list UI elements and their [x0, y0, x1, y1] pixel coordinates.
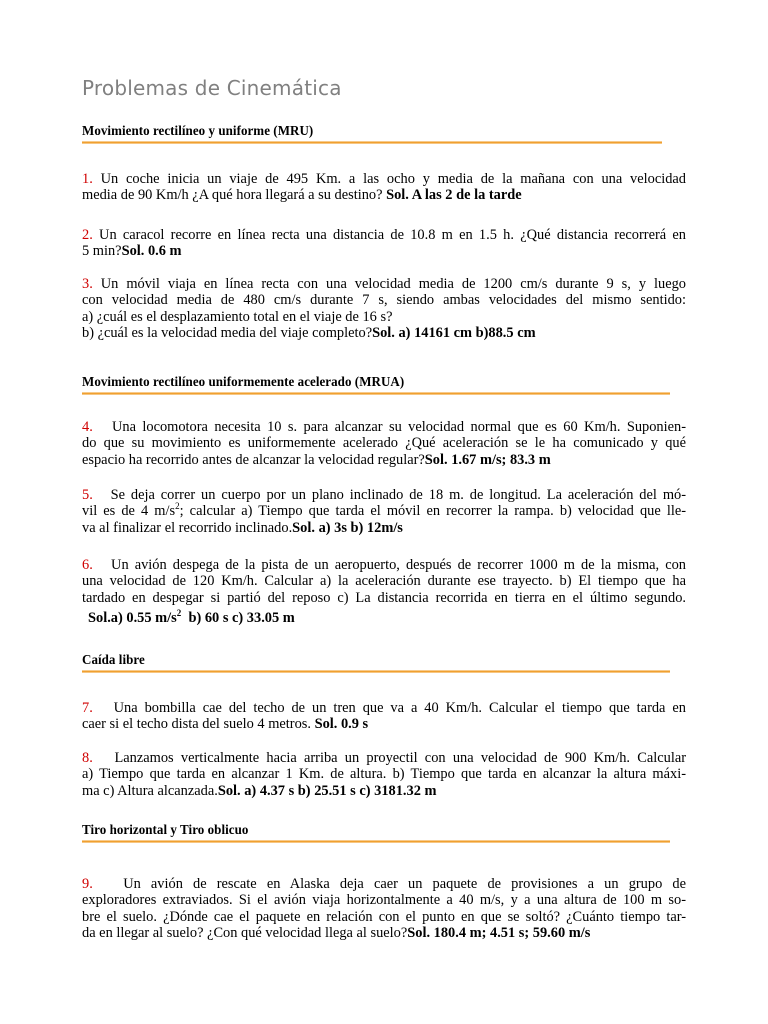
- problem-9-solution: Sol. 180.4 m; 4.51 s; 59.60 m/s: [407, 925, 591, 942]
- problem-3-text-line-4: b) ¿cuál es la velocidad media del viaje completo?: [82, 325, 373, 342]
- problem-3-text-line-2: con velocidad media de 480 cm/s durante 7 s, siendo ambas velocidades del mismo sentido:: [82, 292, 686, 309]
- problem-7-number: 7.: [82, 700, 93, 716]
- problem-1-text-line-2: media de 90 Km/h ¿A qué hora llegará a su destino?: [82, 187, 387, 204]
- problem-8-text-line-2: a) Tiempo que tarda en alcanzar 1 Km. de altura. b) Tiempo que tarda en alcanzar la altura máxi-: [82, 766, 686, 783]
- problem-6-number: 6.: [82, 557, 93, 573]
- problem-1-number: 1.: [82, 171, 93, 187]
- problem-8-solution: Sol. a) 4.37 s b) 25.51 s c) 3181.32 m: [217, 782, 437, 799]
- section-heading-caida-libre: [82, 651, 670, 671]
- problem-4: [82, 419, 686, 468]
- problem-5-text-line-2a: vil es de 4 m/s: [82, 503, 176, 520]
- problem-6-text-line-1: Un avión despega de la pista de un aeropuerto, después de recorrer 1000 m de la misma, con: [92, 557, 686, 573]
- problem-8-text-line-1: Lanzamos verticalmente hacia arriba un proyectil con una velocidad de 900 Km/h. Calcular: [92, 750, 686, 766]
- page-title: Problemas de Cinemática: [82, 76, 342, 100]
- section-heading-mru-text: Movimiento rectilíneo y uniforme (MRU): [82, 122, 662, 144]
- problem-6-solution-b: b) 60 s c) 33.05 m: [181, 610, 295, 627]
- problem-5-number: 5.: [82, 487, 93, 503]
- problem-4-text-line-3: espacio ha recorrido antes de alcanzar la velocidad regular?: [82, 451, 425, 468]
- problem-6-solution-a: Sol.a) 0.55 m/s: [88, 610, 177, 627]
- problem-8: [82, 750, 686, 799]
- problem-5-text-line-3: va al finalizar el recorrido inclinado.: [82, 519, 293, 536]
- problem-6-text-line-2: una velocidad de 120 Km/h. Calcular a) la aceleración durante ese trayecto. b) El tiempo que ha: [82, 573, 686, 590]
- problem-7-solution: Sol. 0.9 s: [314, 716, 369, 733]
- section-heading-tiro: [82, 821, 670, 841]
- problem-5: [82, 487, 686, 536]
- problem-5-text-line-1: Se deja correr un cuerpo por un plano inclinado de 18 m. de longitud. La aceleración del mó-: [92, 487, 686, 503]
- problem-4-number: 4.: [82, 419, 93, 435]
- section-heading-caida-libre-text: Caída libre: [82, 651, 670, 673]
- problem-1: [82, 171, 686, 204]
- problem-2: [82, 227, 686, 260]
- section-heading-mrua-text: Movimiento rectilíneo uniformemente acelerado (MRUA): [82, 373, 670, 395]
- problem-6: [82, 557, 686, 627]
- section-heading-mru: [82, 122, 662, 142]
- problem-6-text-line-3: tardado en despegar si partió del reposo c) La distancia recorrida en tierra en el último segundo.: [82, 589, 686, 606]
- problem-5-solution: Sol. a) 3s b) 12m/s: [292, 519, 403, 536]
- problem-9-text-line-1: Un avión de rescate en Alaska deja caer un paquete de provisiones a un grupo de: [92, 876, 686, 892]
- problem-3-solution: Sol. a) 14161 cm b)88.5 cm: [372, 325, 536, 342]
- problem-2-solution: Sol. 0.6 m: [121, 243, 182, 260]
- problem-9-text-line-3: bre el suelo. ¿Dónde cae el paquete en relación con el punto en que se soltó? ¿Cuánto tiempo tar-: [82, 908, 686, 925]
- problem-3-number: 3.: [82, 276, 93, 292]
- problem-3-text-line-3: a) ¿cuál es el desplazamiento total en el viaje de 16 s?: [82, 308, 393, 325]
- problem-3-text-line-1: Un móvil viaja en línea recta con una velocidad media de 1200 cm/s durante 9 s, y luego: [92, 276, 686, 292]
- problem-9-text-line-2: exploradores extraviados. Si el avión viaja horizontalmente a 40 m/s, y a una altura de 100 m so-: [82, 892, 686, 909]
- problem-4-text-line-1: Una locomotora necesita 10 s. para alcanzar su velocidad normal que es 60 Km/h. Suponien-: [92, 419, 686, 435]
- problem-1-solution: Sol. A las 2 de la tarde: [386, 187, 522, 204]
- problem-8-number: 8.: [82, 750, 93, 766]
- problem-7-text-line-1: Una bombilla cae del techo de un tren que va a 40 Km/h. Calcular el tiempo que tarda en: [92, 700, 686, 716]
- problem-2-text-line-2: 5 min?: [82, 243, 122, 260]
- problem-9-number: 9.: [82, 876, 93, 892]
- section-heading-mrua: [82, 373, 670, 393]
- problem-4-text-line-2: do que su movimiento es uniformemente acelerado ¿Qué aceleración se le ha comunicado y qué: [82, 435, 686, 452]
- problem-3: [82, 276, 686, 342]
- problem-1-text-line-1: Un coche inicia un viaje de 495 Km. a las ocho y media de la mañana con una velocidad: [92, 171, 686, 187]
- problem-5-text-line-2b: ; calcular a) Tiempo que tarda el móvil en recorrer la rampa. b) velocidad que lle-: [179, 503, 686, 520]
- problem-7-text-line-2: caer si el techo dista del suelo 4 metros.: [82, 716, 315, 733]
- problem-2-number: 2.: [82, 227, 93, 243]
- problem-4-solution: Sol. 1.67 m/s; 83.3 m: [424, 451, 551, 468]
- problem-2-text-line-1: Un caracol recorre en línea recta una distancia de 10.8 m en 1.5 h. ¿Qué distancia recorrerá en: [92, 227, 686, 243]
- problem-9-text-line-4: da en llegar al suelo? ¿Con qué velocidad llega al suelo?: [82, 925, 408, 942]
- problem-7: [82, 700, 686, 733]
- problem-9: [82, 876, 686, 942]
- problem-6-solution-superscript: 2: [176, 608, 182, 619]
- problem-8-text-line-3: ma c) Altura alcanzada.: [82, 782, 218, 799]
- section-heading-tiro-text: Tiro horizontal y Tiro oblicuo: [82, 821, 670, 843]
- problem-5-superscript: 2: [175, 501, 180, 512]
